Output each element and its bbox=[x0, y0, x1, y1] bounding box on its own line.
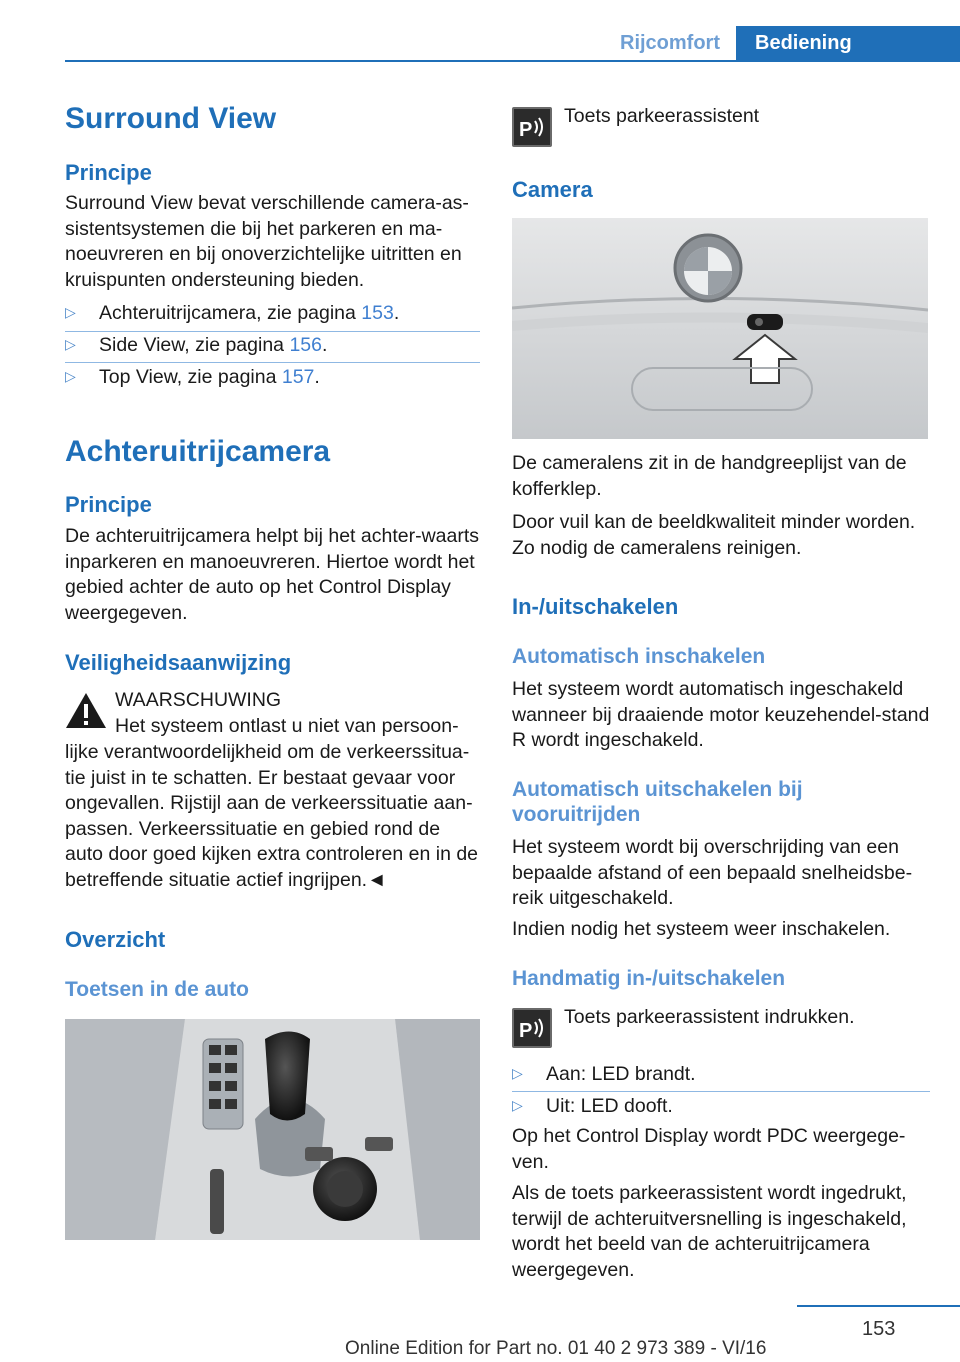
list-item-text: Side View, zie pagina bbox=[99, 334, 290, 356]
park-assist-button-icon bbox=[512, 1008, 552, 1048]
heading-automatisch-uitschakelen-2: vooruitrijden bbox=[512, 803, 641, 826]
tab-rijcomfort[interactable]: Rijcomfort bbox=[620, 32, 720, 54]
divider bbox=[65, 362, 480, 363]
paragraph-achteruitrijcamera-beeld: Als de toets parkeerassistent wordt ingedrukt, terwijl de achteruitversnelling is ingeschakeld, wordt het beeld van de achteruitrijcamera weergegeven. bbox=[512, 1182, 907, 1281]
heading-camera: Camera bbox=[512, 177, 593, 202]
page-number: 153 bbox=[862, 1318, 896, 1340]
warning-triangle-icon bbox=[65, 692, 107, 729]
list-item-text: Uit: LED dooft. bbox=[546, 1095, 673, 1117]
page-link-156[interactable]: 156 bbox=[289, 334, 322, 356]
list-item-suffix: . bbox=[393, 302, 400, 324]
paragraph-pdc: Op het Control Display wordt PDC weergege-ven. bbox=[512, 1125, 906, 1173]
list-item-text: Top View, zie pagina bbox=[99, 366, 282, 388]
heading-handmatig: Handmatig in-/uitschakelen bbox=[512, 967, 786, 990]
rear-camera-image bbox=[512, 218, 928, 439]
bullet-triangle-icon: ▷ bbox=[65, 368, 76, 384]
edition-line: Online Edition for Part no. 01 40 2 973 389 - VI/16 bbox=[345, 1338, 767, 1359]
paragraph-principe-1: Surround View bevat verschillende camera-as-sistentsystemen die bij het parkeren en ma-noeuvreren en bij onoverzichtelijke uitritten en kruispunten ondersteuning bieden. bbox=[65, 192, 469, 291]
warning-label: WAARSCHUWING bbox=[115, 689, 282, 711]
paragraph-automatisch-inschakelen: Het systeem wordt automatisch ingeschakeld wanneer bij draaiende motor keuzehendel-stand R wordt ingeschakeld. bbox=[512, 678, 930, 751]
manual-caption: Toets parkeerassistent indrukken. bbox=[564, 1006, 855, 1028]
section-title-surround-view: Surround View bbox=[65, 102, 277, 135]
camera-paragraph-1: De cameralens zit in de handgreeplijst van de kofferklep. bbox=[512, 452, 907, 500]
bullet-triangle-icon: ▷ bbox=[512, 1097, 523, 1113]
camera-paragraph-2: Door vuil kan de beeldkwaliteit minder worden. Zo nodig de cameralens reinigen. bbox=[512, 511, 916, 559]
page-link-157[interactable]: 157 bbox=[281, 366, 315, 388]
bullet-triangle-icon: ▷ bbox=[512, 1065, 523, 1081]
heading-principe-2: Principe bbox=[65, 492, 152, 517]
warning-text-first-line: Het systeem ontlast u niet van persoon- bbox=[115, 715, 459, 737]
tab-bediening[interactable]: Bediening bbox=[736, 26, 960, 62]
bullet-triangle-icon: ▷ bbox=[65, 336, 76, 352]
heading-principe-1: Principe bbox=[65, 160, 152, 185]
bullet-triangle-icon: ▷ bbox=[65, 304, 76, 320]
park-assist-button-icon bbox=[512, 107, 552, 147]
list-item-suffix: . bbox=[314, 366, 320, 388]
list-item bbox=[512, 1093, 673, 1120]
paragraph-automatisch-uitschakelen: Het systeem wordt bij overschrijding van een bepaalde afstand of een bepaald snelheidsbe-reik uitgeschakeld. bbox=[512, 836, 913, 909]
paragraph-weer-inschakelen: Indien nodig het systeem weer inschakelen. bbox=[512, 918, 891, 940]
list-item-text: Aan: LED brandt. bbox=[546, 1063, 696, 1085]
list-item bbox=[512, 1061, 696, 1088]
heading-automatisch-inschakelen: Automatisch inschakelen bbox=[512, 645, 766, 668]
heading-in-uitschakelen: In-/uitschakelen bbox=[512, 594, 679, 619]
list-item bbox=[65, 300, 399, 327]
list-item-text: Achteruitrijcamera, zie pagina bbox=[99, 302, 362, 324]
paragraph-principe-2: De achteruitrijcamera helpt bij het achter-waarts inparkeren en manoeuvreren. Hiertoe wordt het gebied achter de auto op het Control Display weergegeven. bbox=[65, 525, 480, 624]
svg-text:P: P bbox=[519, 1020, 533, 1042]
page-link-153[interactable]: 153 bbox=[361, 302, 394, 324]
warning-text: lijke verantwoordelijkheid om de verkeerssitua-tie juist in te schatten. Er bestaat gevaar voor ongevallen. Rijstijl aan de verkeerssituatie aan-passen. Verkeerssituatie en gebied rond de auto door goed kijken extra controleren en in de betreffende situatie actief ingrijpen.◄ bbox=[65, 741, 479, 891]
center-console-image bbox=[65, 1019, 480, 1240]
header-rule bbox=[65, 60, 960, 62]
divider bbox=[512, 1091, 930, 1092]
heading-automatisch-uitschakelen-1: Automatisch uitschakelen bij bbox=[512, 778, 803, 801]
list-item-suffix: . bbox=[322, 334, 328, 356]
svg-text:P: P bbox=[519, 119, 533, 141]
heading-overzicht: Overzicht bbox=[65, 927, 166, 952]
heading-veiligheidsaanwijzing: Veiligheidsaanwijzing bbox=[65, 650, 292, 675]
list-item bbox=[65, 364, 320, 391]
list-item bbox=[65, 332, 327, 359]
heading-toetsen-in-de-auto: Toetsen in de auto bbox=[65, 978, 249, 1001]
footer-rule bbox=[797, 1305, 960, 1307]
button-caption: Toets parkeerassistent bbox=[564, 105, 760, 127]
section-title-achteruitrijcamera: Achteruitrijcamera bbox=[65, 435, 331, 468]
